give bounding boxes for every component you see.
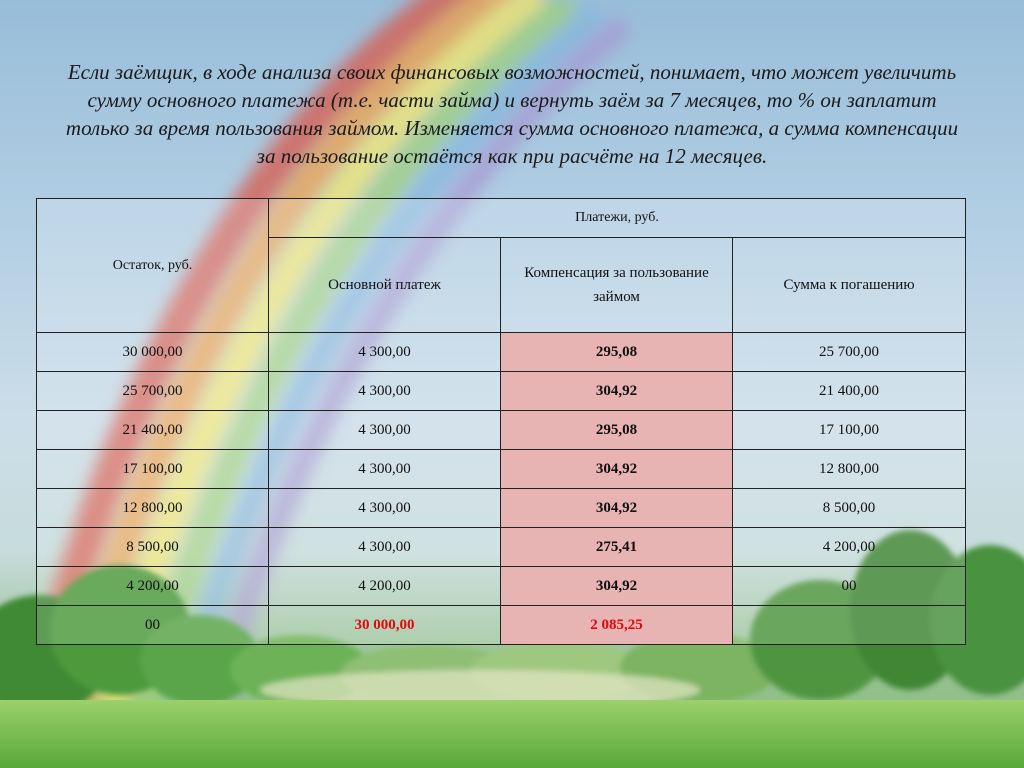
principal-cell: 4 200,00	[269, 567, 501, 606]
remainder-cell: 25 700,00	[37, 372, 269, 411]
table-row	[37, 450, 966, 489]
principal-cell: 4 300,00	[269, 411, 501, 450]
remainder-cell: 30 000,00	[37, 333, 269, 372]
repayment-cell: 8 500,00	[733, 489, 966, 528]
total-principal-cell: 30 000,00	[269, 606, 501, 645]
remainder-cell: 21 400,00	[37, 411, 269, 450]
total-remainder-cell: 00	[37, 606, 269, 645]
compensation-cell: 304,92	[501, 567, 733, 606]
repayment-cell: 12 800,00	[733, 450, 966, 489]
repayment-cell: 4 200,00	[733, 528, 966, 567]
compensation-cell: 304,92	[501, 372, 733, 411]
remainder-header: Остаток, руб.	[37, 199, 269, 333]
principal-cell: 4 300,00	[269, 333, 501, 372]
principal-cell: 4 300,00	[269, 450, 501, 489]
repayment-cell: 21 400,00	[733, 372, 966, 411]
payments-group-header: Платежи, руб.	[269, 199, 966, 238]
remainder-cell: 17 100,00	[37, 450, 269, 489]
remainder-cell: 4 200,00	[37, 567, 269, 606]
repayment-cell: 25 700,00	[733, 333, 966, 372]
total-compensation-cell: 2 085,25	[501, 606, 733, 645]
principal-cell: 4 300,00	[269, 372, 501, 411]
repayment-cell: 17 100,00	[733, 411, 966, 450]
remainder-cell: 12 800,00	[37, 489, 269, 528]
table-row	[37, 333, 966, 372]
payments-table	[36, 198, 966, 645]
principal-cell: 4 300,00	[269, 528, 501, 567]
total-row	[37, 606, 966, 645]
table-row	[37, 372, 966, 411]
table-header-row	[37, 199, 966, 238]
repayment-header: Сумма к погашению	[733, 238, 966, 333]
table-row	[37, 567, 966, 606]
compensation-header: Компенсация за пользование займом	[501, 238, 733, 333]
repayment-cell: 00	[733, 567, 966, 606]
total-repayment-cell	[733, 606, 966, 645]
remainder-cell: 8 500,00	[37, 528, 269, 567]
compensation-cell: 295,08	[501, 333, 733, 372]
principal-cell: 4 300,00	[269, 489, 501, 528]
compensation-cell: 275,41	[501, 528, 733, 567]
table-row	[37, 528, 966, 567]
table-row	[37, 411, 966, 450]
compensation-cell: 304,92	[501, 450, 733, 489]
table-row	[37, 489, 966, 528]
compensation-cell: 295,08	[501, 411, 733, 450]
intro-paragraph: Если заёмщик, в ходе анализа своих финансовых возможностей, понимает, что может увеличить сумму основного платежа (т.е. части займа) и вернуть заём за 7 месяцев, то % он заплатит только за время пользования займом. Изменяется сумма основного платежа, а сумма компенсации за пользование остаётся как при расчёте на 12 месяцев.	[65, 60, 959, 168]
principal-header: Основной платеж	[269, 238, 501, 333]
compensation-cell: 304,92	[501, 489, 733, 528]
